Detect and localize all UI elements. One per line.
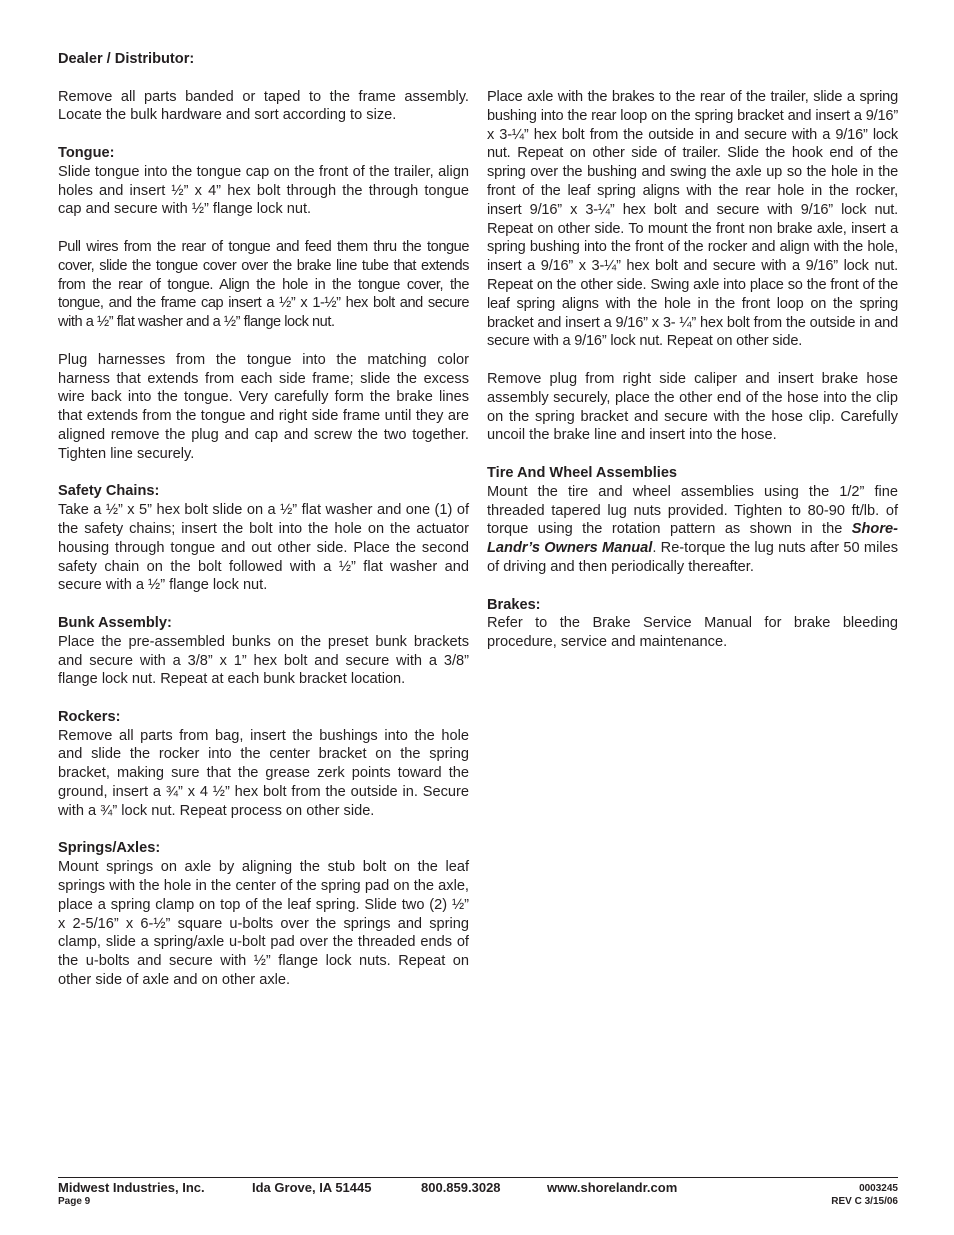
axle-mount-text: Place axle with the brakes to the rear of the trailer, slide a spring bushing into the rear loop on the spring bracket and insert a 9/16” x 3-¼” hex bolt from the outside in and secure with a 9/16” lock nut. Repeat on other side of trailer. Slide the hook end of the spring over the bushing and swing the axle up so the hole in the front of the leaf spring aligns with the rear hole in the rocker, insert 9/16” x 3-¼” hex bolt and secure with 9/16” lock nut. Repeat on other side. To mount the front non brake axle, insert a spring bushing into the front of the rocker and align with the hole, insert a 9/16” x 3-¼” hex bolt and secure with a 9/16” lock nut. Repeat on the other side. Swing axle into place so the front of the leaf spring aligns with the hole in the front loop on the spring bracket and insert a 9/16” x 3- ¼” hex bolt from the outside in and secure with a 9/16” lock nut. Repeat on other side. <box>487 89 898 350</box>
brakes-heading: Brakes: <box>487 596 541 613</box>
owners-manual-name: Shore-Landr’s Owners Manual <box>487 521 898 557</box>
intro-text: Remove all parts banded or taped to the frame assembly. Locate the bulk hardware and sort according to size. <box>58 88 469 124</box>
rockers-heading: Rockers: <box>58 708 121 725</box>
tongue-cover-section <box>58 238 469 332</box>
springs-axles-heading: Springs/Axles: <box>58 840 161 857</box>
rockers-text: Remove all parts from bag, insert the bushings into the hole and slide the rocker into the center bracket on the spring bracket, making sure that the grease zerk points toward the ground, insert a ¾” x 4 ½” hex bolt from the outside in. Secure with a ¾” lock nut. Repeat process on other side. <box>58 727 469 819</box>
footer-revision: REV C 3/15/06 <box>831 1196 898 1207</box>
axle-mount-section <box>487 88 898 351</box>
springs-axles-text: Mount springs on axle by aligning the stub bolt on the leaf springs with the hole in the center of the spring pad on the axle, place a spring clamp on top of the leaf spring. Slide two (2) ½” x 2-5/16” x 6-½” square u-bolts over the springs and spring clamp, slide a spring/axle u-bolt pad over the threaded ends of the u-bolts and secure with ½” flange lock nuts. Repeat on other side of axle and on other axle. <box>58 859 469 989</box>
rockers-section <box>58 708 469 821</box>
tire-wheel-text-after: . Re-torque the lug nuts after 50 miles of driving and then periodically thereafter. <box>487 540 898 575</box>
footer-phone: 800.859.3028 <box>421 1180 501 1195</box>
footer-company: Midwest Industries, Inc. <box>58 1180 205 1195</box>
tongue-text-1: Slide tongue into the tongue cap on the front of the trailer, align holes and insert ½” x 4” hex bolt through the through tongue cap and secure with ½” flange lock nut. <box>58 163 469 218</box>
tire-wheel-heading: Tire And Wheel Assemblies <box>487 464 678 481</box>
tongue-section <box>58 144 469 219</box>
springs-axles-section <box>58 839 469 989</box>
footer-city: Ida Grove, IA 51445 <box>252 1180 372 1195</box>
brakes-text: Refer to the Brake Service Manual for brake bleeding procedure, service and maintenance. <box>487 615 898 651</box>
brake-hose-section <box>487 370 898 445</box>
brake-hose-text: Remove plug from right side caliper and insert brake hose assembly securely, place the other end of the hose into the clip on the spring bracket and secure with the hose clip. Carefully uncoil the brake line and insert into the hose. <box>487 370 898 444</box>
tire-wheel-text <box>487 483 898 577</box>
intro-section <box>58 88 469 126</box>
dealer-heading: Dealer / Distributor: <box>58 51 195 67</box>
tongue-heading: Tongue: <box>58 144 115 161</box>
bunk-assembly-heading: Bunk Assembly: <box>58 614 172 631</box>
safety-chains-section <box>58 482 469 595</box>
footer-divider <box>58 1177 898 1178</box>
left-column <box>58 50 469 1009</box>
tongue-text-3: Plug harnesses from the tongue into the matching color harness that extends from each side frame; slide the excess wire back into the tongue. Very carefully form the brake lines that extends from the tongue and right side frame until they are aligned remove the plug and cap and screw the two together. Tighten line securely. <box>58 351 469 462</box>
bunk-assembly-text: Place the pre-assembled bunks on the preset bunk brackets and secure with a 3/8” x 1” hex bolt and secure with a 3/8” flange lock nut. Repeat at each bunk bracket location. <box>58 633 469 688</box>
safety-chains-text: Take a ½” x 5” hex bolt slide on a ½” flat washer and one (1) of the safety chains; insert the bolt into the hole on the actuator housing through tongue and out other side. Place the second safety chain on the bolt followed with a ½” flat washer and secure with a ½” flange lock nut. <box>58 502 469 594</box>
footer-website: www.shorelandr.com <box>547 1180 678 1195</box>
brakes-section <box>487 596 898 652</box>
tire-wheel-section <box>487 464 898 577</box>
harness-section <box>58 351 469 464</box>
bunk-assembly-section <box>58 614 469 689</box>
tongue-text-2: Pull wires from the rear of tongue and feed them thru the tongue cover, slide the tongue cover over the brake line tube that extends from the rear of tongue. Align the hole in the tongue cover, the tongue, and the frame cap insert a ½” x 1-½” hex bolt and secure with a ½” flat washer and a ½” flange lock nut. <box>58 238 469 331</box>
safety-chains-heading: Safety Chains: <box>58 483 160 500</box>
tire-wheel-text-before: Mount the tire and wheel assemblies using the 1/2” fine threaded tapered lug nuts provided. Tighten to 80-90 ft/lb. of torque using the rotation pattern as shown in the <box>487 483 898 538</box>
footer-doc-number: 0003245 <box>859 1183 898 1194</box>
footer-page-number: Page 9 <box>58 1196 91 1207</box>
right-column <box>487 88 898 671</box>
